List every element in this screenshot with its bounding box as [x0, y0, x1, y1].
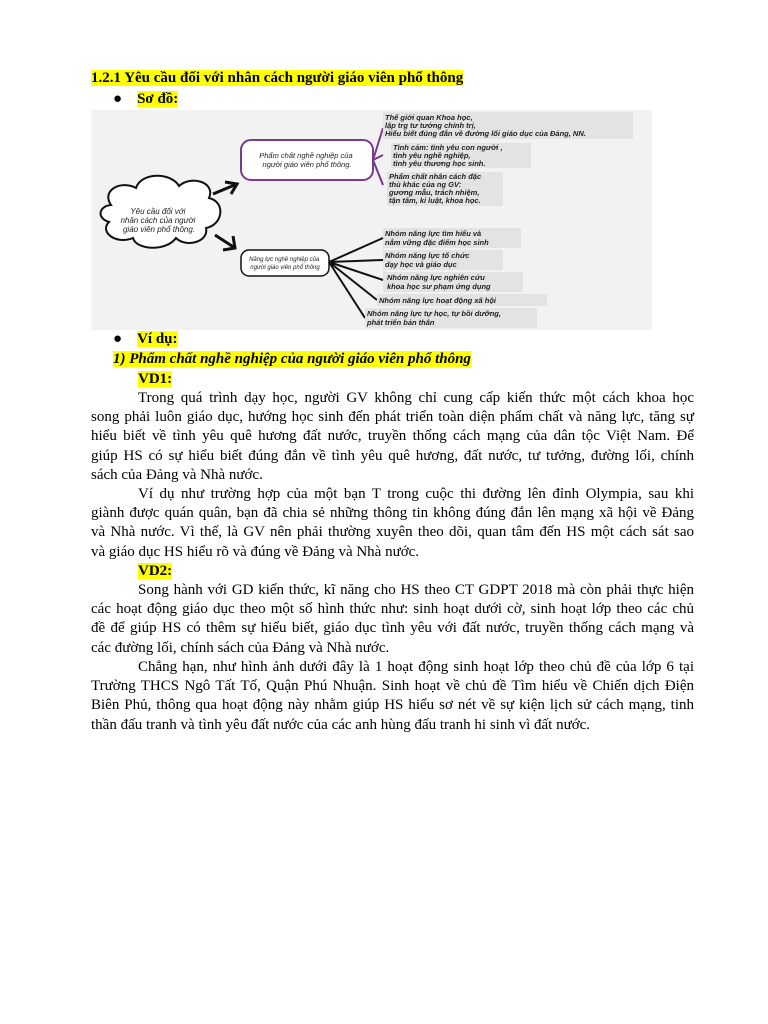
bullet-dot: ●	[113, 91, 123, 107]
top-box-text: Phẩm chất nghề nghiệp của người giáo viên phổ thông.	[259, 151, 353, 169]
svg-text:Nhóm năng lực tự học, tự bồi d: Nhóm năng lực tự học, tự bồi dưỡng, phát triển bản thân	[367, 309, 501, 327]
bottom-box	[241, 250, 329, 276]
bullet-vidu	[113, 330, 178, 349]
top-item-1	[383, 112, 633, 139]
bottom-item-3	[383, 272, 523, 292]
vd2-paragraph-1: Song hành với GD kiến thức, kĩ năng cho HS theo CT GDPT 2018 mà còn phải thực hiện các hoạt động giáo dục theo một số hình thức như: sinh hoạt dưới cờ, sinh hoạt lớp theo các chủ đề để giúp HS có thêm sự hiểu biết, giáo dục tình yêu với đất nước, truyền thống cách mạng và các đường lối, chính sách của Đảng và Nhà nước.	[91, 582, 694, 656]
svg-text:Nhóm năng lực hoạt động xã hội: Nhóm năng lực hoạt động xã hội	[379, 296, 497, 305]
section-heading: 1.2.1 Yêu cầu đối với nhân cách người giáo viên phổ thông	[91, 70, 464, 86]
vd2-paragraph-2: Chẳng hạn, như hình ảnh dưới đây là 1 hoạt động sinh hoạt lớp theo chủ đề của lớp 6 tại Trường THCS Ngô Tất Tố, Quận Phú Nhuận. Sinh hoạt về chủ đề Tìm hiểu về Chiến dịch Điện Biên Phủ, thông qua hoạt động này nhằm giúp HS hiểu sơ nét về sự kiện lịch sử cách mạng, tinh thần đấu tranh và tình yêu đất nước của các anh hùng đấu tranh hi sinh vì đất nước.	[91, 659, 694, 733]
bottom-item-1	[383, 228, 521, 248]
bottom-item-4	[377, 294, 547, 306]
svg-text:Tình cảm: tình yêu con người ,: Tình cảm: tình yêu con người , tình yêu nghề nghiệp, tình yêu thương học sinh.	[393, 143, 503, 168]
vd1-paragraph-1: Trong quá trình dạy học, người GV không chỉ cung cấp kiến thức một cách khoa học song phải luôn giáo dục, hướng học sinh đến phát triển toàn diện phẩm chất và năng lực, tăng sự hiểu biết về tình yêu quê hương đất nước, truyền thống cách mạng của dân tộc Việt Nam. Để giúp HS có sự hiểu biết đúng đắn về tình yêu quê hương, đất nước, tư tưởng, đường lối, chính sách của Đảng và Nhà nước.	[91, 390, 694, 483]
vd2-label: VD2:	[138, 563, 173, 579]
bullet-sodo	[113, 90, 178, 109]
bullet-vidu-label: Ví dụ:	[137, 331, 178, 347]
vd1-label: VD1:	[138, 371, 173, 387]
bottom-item-2	[383, 250, 503, 270]
svg-text:Thế giới quan Khoa học,: Thế giới quan Khoa học, lập trg tư tưởng chính trị, Hiểu biết đúng đắn về đường lối giáo dục của Đảng, NN.	[385, 113, 586, 138]
bullet-dot: ●	[113, 331, 123, 347]
vd1-paragraph-2: Ví dụ như trường hợp của một bạn T trong cuộc thi đường lên đỉnh Olympia, sau khi giành được quán quân, bạn đã chia sẻ những thông tin không đúng đắn lên mạng xã hội về Đảng và Nhà nước. Vì thế, là GV nên phải thường xuyên theo dõi, quan tâm đến HS một cách sát sao và giáo dục HS hiểu rõ và đúng về Đảng và Nhà nước.	[91, 486, 694, 560]
bullet-sodo-label: Sơ đồ:	[137, 91, 179, 107]
top-item-2	[391, 143, 531, 168]
bottom-item-5	[365, 308, 537, 328]
concept-diagram	[91, 110, 652, 330]
numbered-item-1: 1) Phẩm chất nghề nghiệp của người giáo viên phổ thông	[113, 351, 471, 367]
bottom-box-text: Năng lực nghề nghiệp của người giáo viên phổ thông	[249, 257, 320, 271]
svg-text:Nhóm năng lực tổ chức: Nhóm năng lực tổ chức dạy học và giáo dục	[385, 251, 470, 269]
top-item-3	[387, 172, 503, 206]
svg-text:Nhóm năng lực tìm hiểu và: Nhóm năng lực tìm hiểu và nắm vững đặc điểm học sinh	[385, 229, 489, 247]
svg-text:Phẩm chất nhân cách đặc: Phẩm chất nhân cách đặc thù khác của ng GV: gương mẫu, trách nhiệm, tận tâm, kỉ luật, khoa học.	[389, 172, 482, 205]
center-cloud-text: Yêu cầu đối với nhân cách của người giáo viên phổ thông.	[120, 207, 196, 234]
svg-text:Nhóm năng lực nghiên cứu: Nhóm năng lực nghiên cứu khoa học sư phạm ứng dụng	[387, 273, 491, 291]
